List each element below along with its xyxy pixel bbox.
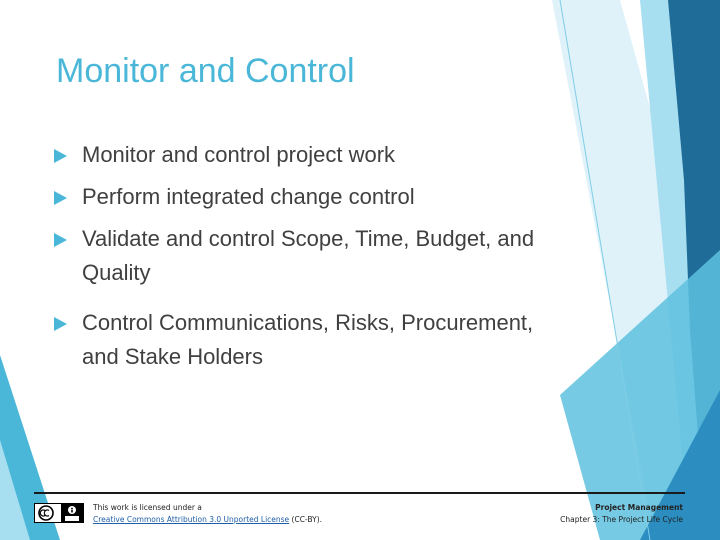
bullet-item xyxy=(54,222,554,290)
license-text: This work is licensed under a xyxy=(93,503,202,512)
license-suffix: (CC-BY). xyxy=(289,515,323,524)
bullet-item xyxy=(54,138,554,172)
bullet-arrow-icon xyxy=(54,191,67,205)
bullet-text: Control Communications, Risks, Procurement, and Stake Holders xyxy=(82,310,534,369)
bullet-text: Monitor and control project work xyxy=(82,142,396,167)
course-title: Project Management xyxy=(595,503,683,512)
cc-by-license-icon[interactable] xyxy=(34,503,84,523)
bullet-arrow-icon xyxy=(54,149,67,163)
footer-divider xyxy=(34,492,685,494)
bullet-item xyxy=(54,180,554,214)
chapter-label: Chapter 3: The Project Life Cycle xyxy=(560,515,683,524)
slide-title: Monitor and Control xyxy=(56,52,355,90)
bullet-list xyxy=(54,138,554,374)
license-notice xyxy=(93,502,322,526)
bullet-text: Validate and control Scope, Time, Budget, and Quality xyxy=(82,226,535,285)
bullet-text: Perform integrated change control xyxy=(82,184,415,209)
license-link[interactable]: Creative Commons Attribution 3.0 Unported License xyxy=(93,515,290,524)
bullet-item xyxy=(54,306,554,374)
bullet-arrow-icon xyxy=(54,233,67,247)
license-line xyxy=(93,514,322,526)
course-info xyxy=(560,502,683,526)
bullet-arrow-icon xyxy=(54,317,67,331)
